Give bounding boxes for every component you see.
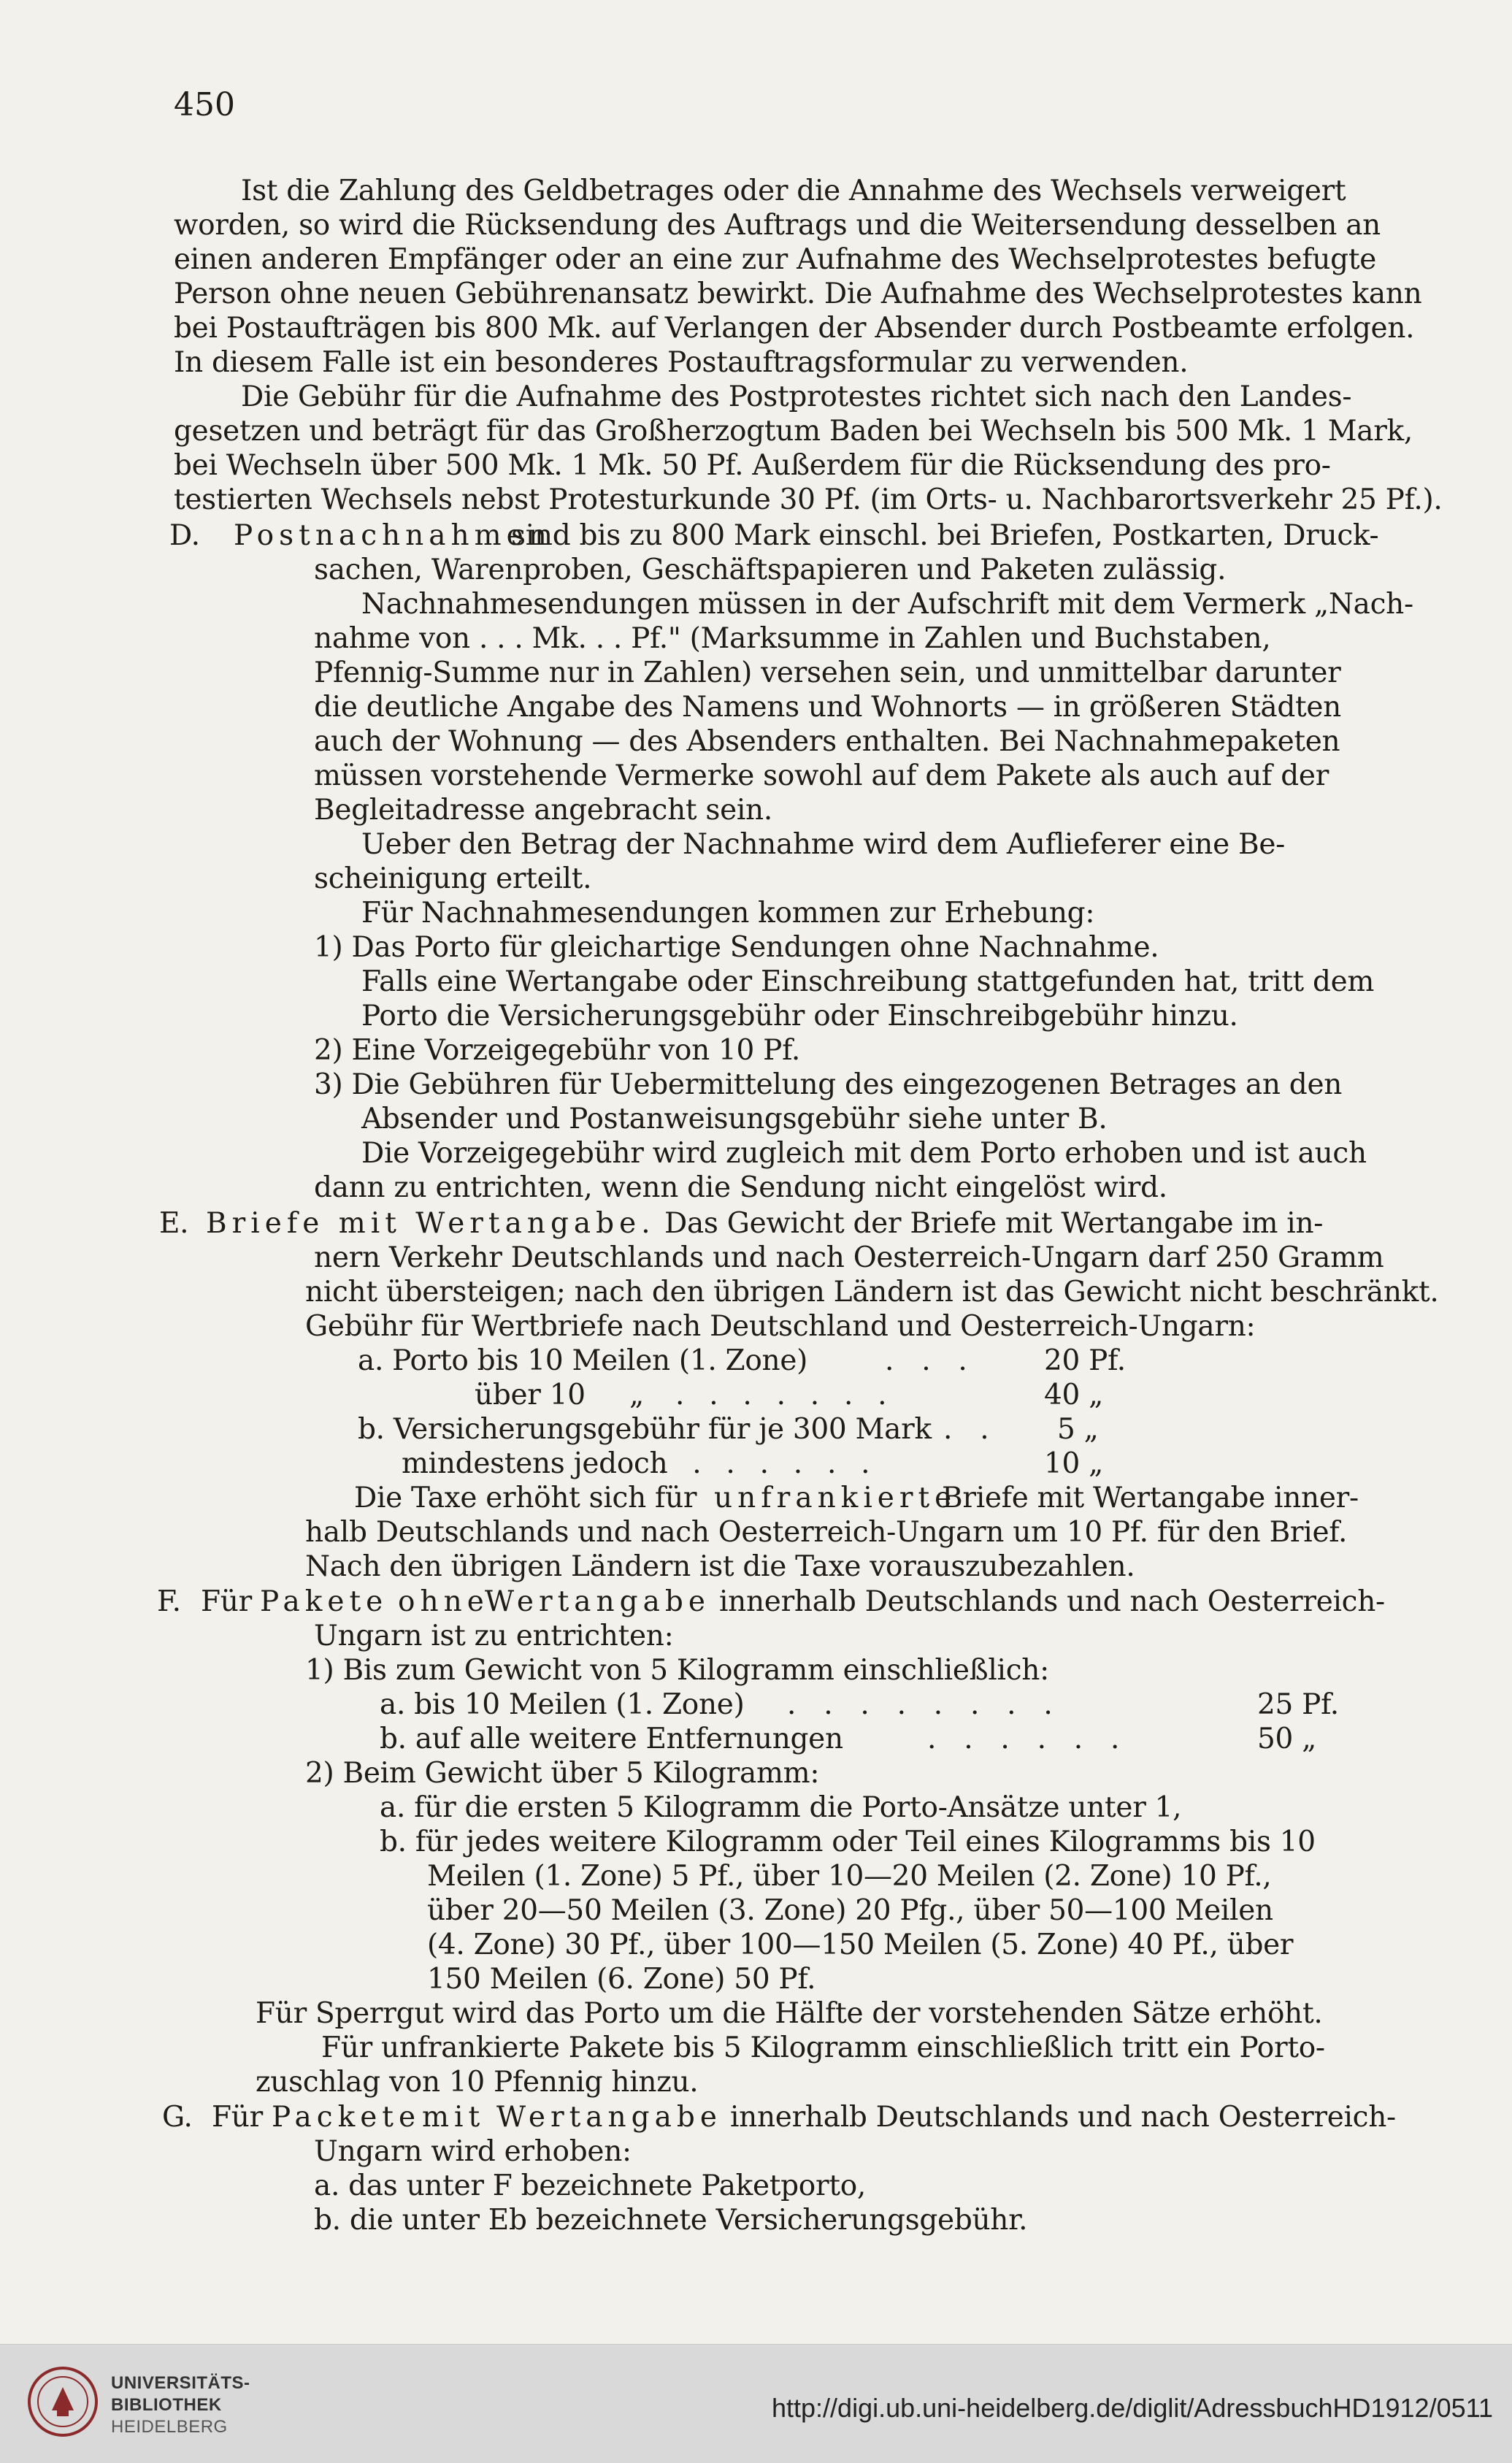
text-line: einen anderen Empfänger oder an eine zur Aufnahme des Wechselprotestes befugte — [174, 243, 1376, 276]
section-heading: Für — [212, 2101, 263, 2134]
text-line: Ueber den Betrag der Nachnahme wird dem Auflieferer eine Be- — [361, 828, 1286, 861]
list-item: 1) Bis zum Gewicht von 5 Kilogramm einschließlich: — [305, 1654, 1049, 1687]
text-line: nahme von . . . Mk. . . Pf." (Marksumme in Zahlen und Buchstaben, — [314, 622, 1271, 655]
section-heading: Wertangabe — [496, 2101, 722, 2134]
list-item: 2) Beim Gewicht über 5 Kilogramm: — [305, 1757, 820, 1790]
text-line: Porto die Versicherungsgebühr oder Einschreibgebühr hinzu. — [361, 1000, 1238, 1033]
fee-value: 5 „ — [1057, 1413, 1099, 1446]
text-line: Die Taxe erhöht sich für — [354, 1482, 697, 1514]
leader-dots: . . — [943, 1413, 989, 1446]
logo-line: HEIDELBERG — [111, 2417, 228, 2437]
text-line: Person ohne neuen Gebührenansatz bewirkt. Die Aufnahme des Wechselprotestes kann — [174, 277, 1422, 310]
text-line: In diesem Falle ist ein besonderes Postauftragsformular zu verwenden. — [174, 346, 1189, 379]
text-line: nicht übersteigen; nach den übrigen Ländern ist das Gewicht nicht beschränkt. — [305, 1276, 1439, 1309]
section-heading: ohne — [398, 1585, 489, 1618]
text-line: 150 Meilen (6. Zone) 50 Pf. — [427, 1963, 816, 1996]
university-seal-icon — [26, 2365, 99, 2438]
text-line: die deutliche Angabe des Namens und Wohnorts — in größeren Städten — [314, 691, 1341, 724]
text-line: halb Deutschlands und nach Oesterreich-Ungarn um 10 Pf. für den Brief. — [305, 1516, 1348, 1549]
fee-label: mindestens jedoch — [402, 1447, 668, 1480]
section-letter: F. — [157, 1585, 181, 1618]
text-line: dann zu entrichten, wenn die Sendung nicht eingelöst wird. — [314, 1171, 1167, 1204]
section-heading: mit — [422, 2101, 486, 2134]
list-item: b. für jedes weitere Kilogramm oder Teil eines Kilogramms bis 10 — [380, 1826, 1316, 1858]
text-line: zuschlag von 10 Pfennig hinzu. — [256, 2066, 699, 2099]
section-heading: Briefe mit Wertangabe. — [206, 1207, 656, 1240]
section-letter: D. — [169, 519, 200, 552]
text-line: (4. Zone) 30 Pf., über 100—150 Meilen (5. Zone) 40 Pf., über — [427, 1928, 1294, 1961]
text-line: nern Verkehr Deutschlands und nach Oesterreich-Ungarn darf 250 Gramm — [314, 1241, 1384, 1274]
list-item: 3) Die Gebühren für Uebermittelung des eingezogenen Betrages an den — [314, 1068, 1343, 1101]
library-logo-text — [111, 2372, 250, 2438]
list-item: b. die unter Eb bezeichnete Versicherungsgebühr. — [314, 2204, 1028, 2237]
page-number: 450 — [174, 86, 235, 123]
text-line: Absender und Postanweisungsgebühr siehe unter B. — [361, 1103, 1108, 1135]
logo-line: BIBLIOTHEK — [111, 2395, 222, 2415]
text-line: bei Postaufträgen bis 800 Mk. auf Verlangen der Absender durch Postbeamte erfolgen. — [174, 312, 1415, 345]
text-line: Ist die Zahlung des Geldbetrages oder die Annahme des Wechsels verweigert — [241, 175, 1346, 207]
text-line: über 20—50 Meilen (3. Zone) 20 Pfg., über 50—100 Meilen — [427, 1894, 1273, 1927]
list-item: 1) Das Porto für gleichartige Sendungen ohne Nachnahme. — [314, 931, 1159, 964]
fee-value: 20 Pf. — [1044, 1344, 1126, 1377]
section-letter: E. — [159, 1207, 189, 1240]
text-line: Nachnahmesendungen müssen in der Aufschrift mit dem Vermerk „Nach- — [361, 588, 1413, 621]
section-heading: Postnachnahmen — [234, 519, 552, 552]
section-heading: Packete — [272, 2101, 421, 2134]
leader-dots: . . . . . . . — [659, 1447, 870, 1480]
text-line: Für Sperrgut wird das Porto um die Hälfte der vorstehenden Sätze erhöht. — [256, 1997, 1323, 2030]
text-line: Ungarn wird erhoben: — [314, 2135, 632, 2168]
text-line: sind bis zu 800 Mark einschl. bei Briefen, Postkarten, Druck- — [511, 519, 1379, 552]
text-line: Das Gewicht der Briefe mit Wertangabe im in- — [664, 1207, 1324, 1240]
section-heading: Pakete — [260, 1585, 388, 1618]
section-heading: Wertangabe — [485, 1585, 710, 1618]
fee-label: b. auf alle weitere Entfernungen — [380, 1723, 843, 1755]
text-line: innerhalb Deutschlands und nach Oesterreich- — [730, 2101, 1396, 2134]
fee-value: 40 „ — [1044, 1379, 1104, 1411]
text-line: scheinigung erteilt. — [314, 862, 592, 895]
fee-label: b. Versicherungsgebühr für je 300 Mark — [358, 1413, 932, 1446]
text-line: Begleitadresse angebracht sein. — [314, 794, 772, 827]
text-line: Falls eine Wertangabe oder Einschreibung stattgefunden hat, tritt dem — [361, 965, 1375, 998]
logo-line: UNIVERSITÄTS- — [111, 2373, 250, 2393]
viewer-footer — [0, 2344, 1512, 2463]
fee-value: 10 „ — [1044, 1447, 1104, 1480]
fee-value: 25 Pf. — [1257, 1688, 1339, 1721]
text-line: Meilen (1. Zone) 5 Pf., über 10—20 Meilen (2. Zone) 10 Pf., — [427, 1860, 1272, 1893]
text-line: worden, so wird die Rücksendung des Auftrags und die Weitersendung desselben an — [174, 209, 1381, 242]
text-line: Die Vorzeigegebühr wird zugleich mit dem Porto erhoben und ist auch — [361, 1137, 1367, 1170]
text-line: Briefe mit Wertangabe inner- — [942, 1482, 1359, 1514]
leader-dots: . . . . . . . — [675, 1379, 887, 1411]
text-line: Für unfrankierte Pakete bis 5 Kilogramm einschließlich tritt ein Porto- — [321, 2031, 1325, 2064]
section-letter: G. — [162, 2101, 193, 2134]
text-line: sachen, Warenproben, Geschäftspapieren und Paketen zulässig. — [314, 553, 1227, 586]
text-line: Gebühr für Wertbriefe nach Deutschland und Oesterreich-Ungarn: — [305, 1310, 1256, 1343]
text-line: Pfennig-Summe nur in Zahlen) versehen sein, und unmittelbar darunter — [314, 656, 1341, 689]
text-line: innerhalb Deutschlands und nach Oesterreich- — [719, 1585, 1385, 1618]
leader-dots: . . . . . . . . — [787, 1688, 1053, 1721]
list-item: 2) Eine Vorzeigegebühr von 10 Pf. — [314, 1034, 800, 1067]
text-line: testierten Wechsels nebst Protesturkunde 30 Pf. (im Orts- u. Nachbarortsverkehr 25 Pf.). — [174, 483, 1443, 516]
list-item: a. das unter F bezeichnete Paketporto, — [314, 2169, 866, 2202]
section-heading: Für — [201, 1585, 252, 1618]
leader-dots: . . . . . . — [927, 1723, 1120, 1755]
list-item: a. für die ersten 5 Kilogramm die Porto-Ansätze unter 1, — [380, 1791, 1182, 1824]
text-line: bei Wechseln über 500 Mk. 1 Mk. 50 Pf. Außerdem für die Rücksendung des pro- — [174, 449, 1331, 482]
text-line: Nach den übrigen Ländern ist die Taxe vorauszubezahlen. — [305, 1550, 1135, 1583]
text-line: auch der Wohnung — des Absenders enthalten. Bei Nachnahmepaketen — [314, 725, 1340, 758]
fee-label: über 10 — [475, 1379, 586, 1411]
text-line: Ungarn ist zu entrichten: — [314, 1620, 674, 1652]
text-line: gesetzen und beträgt für das Großherzogtum Baden bei Wechseln bis 500 Mk. 1 Mark, — [174, 415, 1413, 448]
fee-value: 50 „ — [1257, 1723, 1317, 1755]
leader-dots: . . . — [885, 1344, 967, 1377]
text-line: Für Nachnahmesendungen kommen zur Erhebung: — [361, 897, 1095, 930]
fee-label: a. bis 10 Meilen (1. Zone) — [380, 1688, 745, 1721]
permalink-url[interactable]: http://digi.ub.uni-heidelberg.de/diglit/AdressbuchHD1912/0511 — [772, 2393, 1493, 2423]
text-line: Die Gebühr für die Aufnahme des Postprotestes richtet sich nach den Landes- — [241, 380, 1352, 413]
text-line: müssen vorstehende Vermerke sowohl auf dem Pakete als auch auf der — [314, 759, 1329, 792]
ditto-mark: „ — [629, 1379, 644, 1411]
fee-label: a. Porto bis 10 Meilen (1. Zone) — [358, 1344, 808, 1377]
spaced-word: unfrankierte — [714, 1482, 957, 1514]
